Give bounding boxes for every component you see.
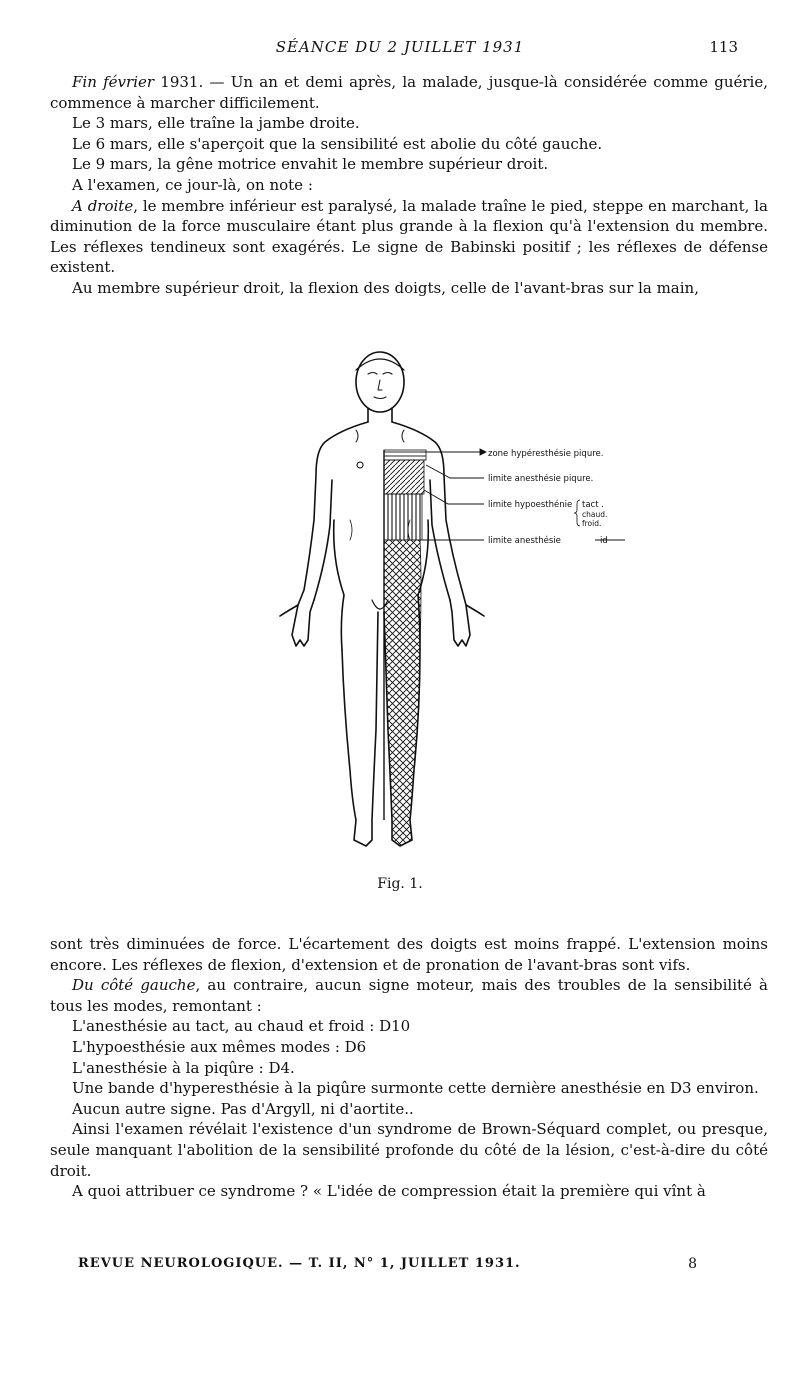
- paragraph: [50, 975, 768, 1016]
- paragraph: [50, 1016, 768, 1037]
- journal-citation: REVUE NEUROLOGIQUE. — T. II, N° 1, JUILLET 1931.: [78, 1256, 521, 1271]
- zone-anesthesia: [384, 540, 421, 846]
- label-tact: tact .: [582, 500, 604, 510]
- label-limite-hypoesthesie: limite hypoesthénie: [488, 500, 573, 510]
- paragraph-text: Le 9 mars, la gêne motrice envahit le membre supérieur droit.: [72, 155, 549, 174]
- paragraph: [50, 154, 768, 175]
- running-title: SÉANCE DU 2 JUILLET 1931: [275, 38, 525, 56]
- paragraph-text: sont très diminuées de force. L'écartement des doigts est moins frappé. L'extension moins encore. Les réflexes de flexion, d'extension et de pronation de l'avant-bras sont vifs.: [50, 935, 768, 974]
- label-zone-hyperesthesia: zone hypéresthésie piqure.: [488, 449, 604, 459]
- paragraph: [50, 1099, 768, 1120]
- paragraph: [50, 113, 768, 134]
- zone-anesthesia-piqure: [384, 460, 424, 494]
- paragraph: [50, 1119, 768, 1181]
- label-limite-anesthesie-piqure: limite anesthésie piqure.: [488, 474, 594, 484]
- paragraph: [50, 196, 768, 278]
- paragraph: [50, 1058, 768, 1079]
- paragraph-text: L'anesthésie à la piqûre : D4.: [72, 1058, 295, 1077]
- paragraph: [50, 934, 768, 975]
- paragraph-text: Aucun autre signe. Pas d'Argyll, ni d'aortite..: [72, 1099, 414, 1118]
- running-header: [0, 38, 800, 58]
- label-id: id: [600, 536, 608, 546]
- body-sensibility-figure: [270, 350, 650, 870]
- paragraph: [50, 134, 768, 155]
- paragraph-text: Ainsi l'examen révélait l'existence d'un syndrome de Brown-Séquard complet, ou presque, seule manquant l'abolition de la sensibilité profonde du côté de la lésion, c'est-à-dire du côté droit.: [50, 1120, 768, 1180]
- hatched-zones: [384, 450, 426, 846]
- paragraph-text: 1931. — Un an et demi après, la malade, jusque-là considérée comme guérie, commence à marcher difficilement.: [50, 73, 768, 112]
- page-footer: [78, 1256, 698, 1276]
- paragraph-text: Le 6 mars, elle s'aperçoit que la sensibilité est abolie du côté gauche.: [72, 134, 603, 153]
- body-outline: [280, 352, 484, 846]
- zone-hyperesthesia: [384, 450, 426, 460]
- paragraph: [50, 1078, 768, 1099]
- footer-page-number: 8: [688, 1256, 698, 1272]
- paragraph: [50, 278, 768, 299]
- paragraph-text: , au contraire, aucun signe moteur, mais des troubles de la sensibilité à tous les modes, remontant :: [50, 976, 768, 1015]
- text-block-top: [50, 72, 768, 299]
- paragraph-text: L'anesthésie au tact, au chaud et froid : D10: [72, 1017, 411, 1036]
- text-block-bottom: [50, 934, 768, 1202]
- label-limite-anesthesie: limite anesthésie: [488, 536, 561, 546]
- paragraph-text: A l'examen, ce jour-là, on note :: [72, 175, 313, 194]
- paragraph-text: A quoi attribuer ce syndrome ? « L'idée de compression était la première qui vînt à: [72, 1182, 706, 1201]
- paragraph-text: L'hypoesthésie aux mêmes modes : D6: [72, 1037, 367, 1056]
- paragraph-text: Une bande d'hyperesthésie à la piqûre surmonte cette dernière anesthésie en D3 environ.: [72, 1079, 759, 1098]
- paragraph-text: Le 3 mars, elle traîne la jambe droite.: [72, 114, 360, 133]
- label-froid: froid.: [582, 519, 602, 528]
- paragraph: [50, 175, 768, 196]
- paragraph-lead: A droite: [72, 196, 134, 215]
- label-chaud: chaud.: [582, 510, 608, 519]
- figure-caption: Fig. 1.: [377, 876, 423, 892]
- paragraph-text: Au membre supérieur droit, la flexion des doigts, celle de l'avant-bras sur la main,: [72, 278, 699, 297]
- paragraph-lead: Fin février: [72, 73, 155, 91]
- paragraph-lead: Du côté gauche: [72, 976, 196, 995]
- paragraph: [50, 72, 768, 113]
- brace-icon: [574, 500, 580, 526]
- paragraph-text: , le membre inférieur est paralysé, la malade traîne le pied, steppe en marchant, la diminution de la force musculaire étant plus grande à la flexion qu'à l'extension du membre. Les réflexes tendineux sont exagérés. Le signe de Babinski positif ; les réflexes de défense existent.: [50, 196, 768, 277]
- paragraph: [50, 1181, 768, 1202]
- paragraph: [50, 1037, 768, 1058]
- page-number: 113: [709, 38, 738, 56]
- zone-hypoesthesia: [384, 494, 422, 540]
